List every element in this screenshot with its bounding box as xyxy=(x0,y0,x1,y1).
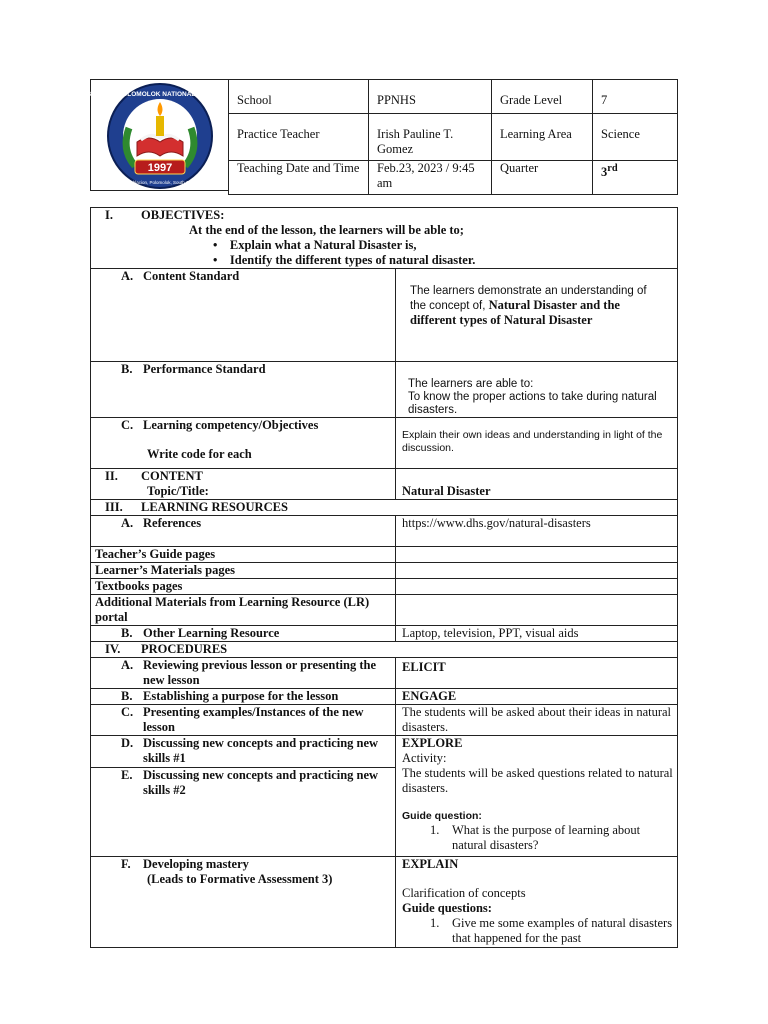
competency-label: Learning competency/Objectives xyxy=(143,418,319,432)
resources-label: LEARNING RESOURCES xyxy=(141,500,288,514)
list-item: 1. What is the purpose of learning about natural disasters? xyxy=(430,823,641,852)
table-row xyxy=(91,579,678,595)
competency-sub: Write code for each xyxy=(147,447,252,461)
header-row xyxy=(229,114,678,161)
content-standard-label: Content Standard xyxy=(143,269,240,283)
procedure-row: D. Discussing new concepts and practicing new skills #1 E. Discussing new concepts and practicing new skills #2 EXPLORE Activity: The students will be asked questions related to natural disasters. Guide question: 1. What is the purpose of learning about natural disasters? xyxy=(91,736,678,857)
references-link[interactable]: https://www.dhs.gov/natural-disasters xyxy=(396,516,678,547)
header-label: Practice Teacher xyxy=(229,114,369,161)
header-table xyxy=(228,79,678,195)
quarter-value: 3 xyxy=(601,165,608,180)
procedure-c-value: The students will be asked about their ideas in natural disasters. xyxy=(396,705,678,736)
header-value: Feb.23, 2023 / 9:45 am xyxy=(369,161,492,195)
objectives-intro: At the end of the lesson, the learners will be able to; xyxy=(189,223,464,237)
table-row xyxy=(91,595,678,626)
table-row xyxy=(91,547,678,563)
list-item: • Explain what a Natural Disaster is, xyxy=(213,238,417,252)
competency-value: Explain their own ideas and understanding in light of the discussion. xyxy=(396,418,678,469)
objectives-row xyxy=(91,208,678,269)
other-resource-row: B. Other Learning Resource Laptop, television, PPT, visual aids xyxy=(91,626,678,642)
references-label: References xyxy=(143,516,202,530)
header-label: Quarter xyxy=(492,161,593,195)
logo-address: Brgy. Poblacion, Polomolok, South Cotabato xyxy=(115,180,205,185)
explore-title: EXPLORE xyxy=(402,736,463,750)
other-resource-value: Laptop, television, PPT, visual aids xyxy=(396,626,678,642)
performance-standard-label: Performance Standard xyxy=(143,362,266,376)
school-logo xyxy=(77,79,243,191)
procedure-a-value: ELICIT xyxy=(396,658,678,689)
explore-text: The students will be asked questions related to natural disasters. xyxy=(402,766,673,795)
explain-guide: Guide questions: xyxy=(402,901,492,915)
header-label: Learning Area xyxy=(492,114,593,161)
resources-header-row: III. LEARNING RESOURCES xyxy=(91,500,678,516)
tg-label: Teacher’s Guide pages xyxy=(91,547,396,563)
procedure-d-label: Discussing new concepts and practicing new skills #1 xyxy=(143,736,379,765)
table-row xyxy=(91,563,678,579)
school-seal-icon xyxy=(77,80,243,192)
content-label: CONTENT xyxy=(141,469,203,483)
performance-standard-line: To know the proper actions to take during natural disasters. xyxy=(408,391,657,416)
logo-year: 1997 xyxy=(147,162,173,174)
explore-guide: Guide question: xyxy=(402,810,482,822)
procedure-row: C. Presenting examples/Instances of the new lesson The students will be asked about their ideas in natural disasters. xyxy=(91,705,678,736)
header-label: Teaching Date and Time xyxy=(229,161,369,195)
content-standard-row: A. Content Standard The learners demonstrate an understanding of the concept of, Natural Disaster and the different types of Natural Disaster xyxy=(91,269,678,362)
content-row: II. CONTENT Topic/Title: Natural Disaster xyxy=(91,469,678,500)
header-label: School xyxy=(229,80,369,114)
am-label: Additional Materials from Learning Resource (LR) portal xyxy=(91,595,396,626)
explain-text: Clarification of concepts xyxy=(402,886,526,900)
logo-text: POBLACION POLOMOLOK NATIONAL HIGH SCHOOL xyxy=(77,91,243,98)
objectives-title: OBJECTIVES: xyxy=(141,208,225,222)
list-item: • Identify the different types of natural disaster. xyxy=(213,253,476,267)
procedure-row: A. Reviewing previous lesson or presenting the new lesson ELICIT xyxy=(91,658,678,689)
list-item: 1. Give me some examples of natural disasters that happened for the past xyxy=(430,916,673,945)
quarter-suffix: rd xyxy=(607,163,618,174)
header-value: PPNHS xyxy=(369,80,492,114)
header-row xyxy=(229,80,678,114)
references-row: A. References https://www.dhs.gov/natural-disasters xyxy=(91,516,678,547)
procedure-row: B. Establishing a purpose for the lesson ENGAGE xyxy=(91,689,678,705)
lesson-plan-table xyxy=(90,207,678,948)
header-row xyxy=(229,161,678,195)
performance-standard-line: The learners are able to: xyxy=(408,378,534,390)
performance-standard-row: B. Performance Standard The learners are able to: To know the proper actions to take during natural disasters. xyxy=(91,362,678,418)
other-resource-label: Other Learning Resource xyxy=(143,626,280,640)
explore-activity: Activity: xyxy=(402,751,447,765)
procedure-b-label: Establishing a purpose for the lesson xyxy=(143,689,339,703)
procedure-f-sub: (Leads to Formative Assessment 3) xyxy=(147,872,333,886)
header-value: 7 xyxy=(593,80,678,114)
competency-row: C. Learning competency/Objectives Write code for each Explain their own ideas and understanding in light of the discussion. xyxy=(91,418,678,469)
header-value xyxy=(593,161,678,195)
section-numeral: I. xyxy=(105,208,113,222)
tb-label: Textbooks pages xyxy=(91,579,396,595)
lm-label: Learner’s Materials pages xyxy=(91,563,396,579)
procedure-e-label: Discussing new concepts and practicing new skills #2 xyxy=(143,768,379,797)
content-standard-bold: Natural Disaster and the different types of Natural Disaster xyxy=(410,298,620,327)
procedure-row: F. Developing mastery (Leads to Formative Assessment 3) EXPLAIN Clarification of concepts Guide questions: 1. Give me some examples of natural disasters that happened for the past xyxy=(91,857,678,948)
header-value: Science xyxy=(593,114,678,161)
procedure-c-label: Presenting examples/Instances of the new lesson xyxy=(143,705,364,734)
procedures-label: PROCEDURES xyxy=(141,642,228,656)
header-label: Grade Level xyxy=(492,80,593,114)
header-value: Irish Pauline T. Gomez xyxy=(369,114,492,161)
procedure-a-label: Reviewing previous lesson or presenting the new lesson xyxy=(143,658,376,687)
procedure-f-label: Developing mastery xyxy=(143,857,249,871)
procedure-b-value: ENGAGE xyxy=(396,689,678,705)
content-value: Natural Disaster xyxy=(396,469,678,500)
content-sub: Topic/Title: xyxy=(147,484,209,498)
procedures-header-row: IV. PROCEDURES xyxy=(91,642,678,658)
explain-title: EXPLAIN xyxy=(402,857,459,871)
content-standard-text: The learners demonstrate an understanding of the concept of, xyxy=(410,285,647,312)
